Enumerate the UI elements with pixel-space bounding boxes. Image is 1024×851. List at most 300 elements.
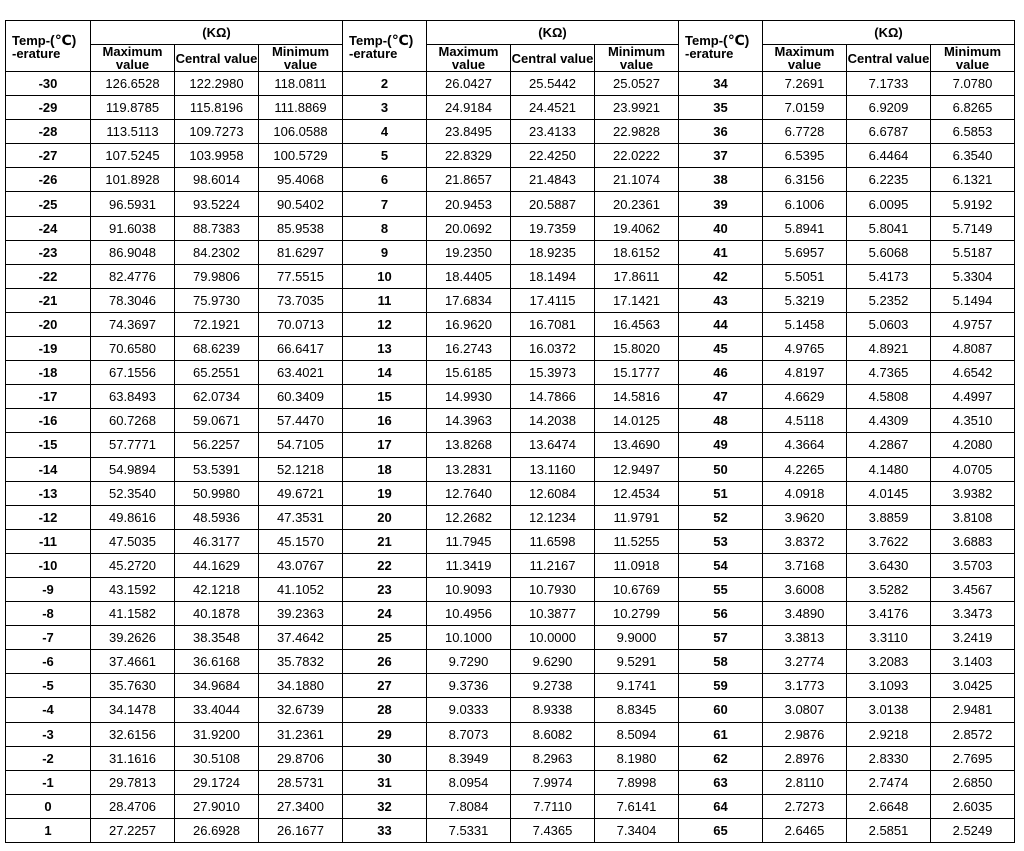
maximum-value-cell: 101.8928 [91, 168, 175, 192]
minimum-value-cell: 28.5731 [259, 770, 343, 794]
central-value-cell: 2.8330 [847, 746, 931, 770]
central-value-cell: 33.4044 [175, 698, 259, 722]
temperature-cell: -26 [6, 168, 91, 192]
maximum-value-cell: 4.8197 [763, 361, 847, 385]
temperature-cell: 64 [679, 794, 763, 818]
minimum-value-cell: 45.1570 [259, 529, 343, 553]
maximum-value-cell: 3.4890 [763, 602, 847, 626]
central-value-header: Central value [175, 45, 259, 72]
central-value-cell: 42.1218 [175, 577, 259, 601]
minimum-value-cell: 2.9481 [931, 698, 1015, 722]
maximum-value-cell: 91.6038 [91, 216, 175, 240]
central-value-cell: 6.2235 [847, 168, 931, 192]
central-value-cell: 8.9338 [511, 698, 595, 722]
minimum-value-cell: 13.4690 [595, 433, 679, 457]
central-value-cell: 31.9200 [175, 722, 259, 746]
temperature-cell: 57 [679, 626, 763, 650]
minimum-value-cell: 11.9791 [595, 505, 679, 529]
temperature-cell: 41 [679, 240, 763, 264]
central-value-cell: 3.0138 [847, 698, 931, 722]
temperature-cell: -15 [6, 433, 91, 457]
minimum-value-cell: 9.9000 [595, 626, 679, 650]
maximum-value-cell: 7.2691 [763, 72, 847, 96]
temperature-cell: 8 [343, 216, 427, 240]
table-row [6, 72, 1015, 96]
maximum-value-cell: 18.4405 [427, 264, 511, 288]
central-value-cell: 3.4176 [847, 602, 931, 626]
central-value-cell: 27.9010 [175, 794, 259, 818]
table-row [6, 626, 1015, 650]
maximum-value-cell: 45.2720 [91, 553, 175, 577]
temperature-cell: 52 [679, 505, 763, 529]
minimum-value-cell: 49.6721 [259, 481, 343, 505]
minimum-value-cell: 70.0713 [259, 312, 343, 336]
central-value-cell: 20.5887 [511, 192, 595, 216]
central-value-cell: 10.3877 [511, 602, 595, 626]
maximum-value-cell: 113.5113 [91, 120, 175, 144]
temperature-cell: 24 [343, 602, 427, 626]
minimum-value-cell: 6.1321 [931, 168, 1015, 192]
maximum-value-cell: 3.8372 [763, 529, 847, 553]
maximum-value-cell: 7.5331 [427, 818, 511, 842]
temperature-cell: 9 [343, 240, 427, 264]
minimum-value-cell: 41.1052 [259, 577, 343, 601]
maximum-value-cell: 5.5051 [763, 264, 847, 288]
temperature-cell: -21 [6, 288, 91, 312]
central-value-cell: 48.5936 [175, 505, 259, 529]
minimum-value-cell: 2.6850 [931, 770, 1015, 794]
table-row [6, 144, 1015, 168]
minimum-value-cell: 26.1677 [259, 818, 343, 842]
maximum-value-cell: 31.1616 [91, 746, 175, 770]
minimum-value-cell: 85.9538 [259, 216, 343, 240]
central-value-cell: 10.7930 [511, 577, 595, 601]
maximum-value-cell: 4.6629 [763, 385, 847, 409]
minimum-value-cell: 5.1494 [931, 288, 1015, 312]
maximum-value-cell: 9.3736 [427, 674, 511, 698]
temperature-cell: -10 [6, 553, 91, 577]
temperature-cell: 65 [679, 818, 763, 842]
temperature-cell: -17 [6, 385, 91, 409]
central-value-cell: 109.7273 [175, 120, 259, 144]
temperature-cell: 2 [343, 72, 427, 96]
maximum-value-cell: 32.6156 [91, 722, 175, 746]
central-value-cell: 10.0000 [511, 626, 595, 650]
minimum-value-cell: 14.5816 [595, 385, 679, 409]
temperature-cell: 35 [679, 96, 763, 120]
temperature-cell: -27 [6, 144, 91, 168]
minimum-value-cell: 11.0918 [595, 553, 679, 577]
table-row [6, 96, 1015, 120]
central-value-cell: 56.2257 [175, 433, 259, 457]
table-row [6, 120, 1015, 144]
maximum-value-cell: 23.8495 [427, 120, 511, 144]
minimum-value-cell: 32.6739 [259, 698, 343, 722]
resistance-temperature-table [5, 20, 1015, 843]
minimum-value-cell: 2.6035 [931, 794, 1015, 818]
maximum-value-cell: 63.8493 [91, 385, 175, 409]
minimum-value-cell: 10.2799 [595, 602, 679, 626]
maximum-value-cell: 54.9894 [91, 457, 175, 481]
maximum-value-cell: 9.0333 [427, 698, 511, 722]
central-value-cell: 88.7383 [175, 216, 259, 240]
central-value-cell: 84.2302 [175, 240, 259, 264]
maximum-value-cell: 78.3046 [91, 288, 175, 312]
maximum-value-cell: 29.7813 [91, 770, 175, 794]
central-value-cell: 6.9209 [847, 96, 931, 120]
temperature-cell: 13 [343, 337, 427, 361]
temperature-cell: 31 [343, 770, 427, 794]
minimum-value-cell: 106.0588 [259, 120, 343, 144]
central-value-cell: 115.8196 [175, 96, 259, 120]
minimum-value-cell: 7.0780 [931, 72, 1015, 96]
maximum-value-cell: 8.7073 [427, 722, 511, 746]
minimum-value-cell: 77.5515 [259, 264, 343, 288]
central-value-cell: 16.7081 [511, 312, 595, 336]
central-value-cell: 17.4115 [511, 288, 595, 312]
central-value-cell: 103.9958 [175, 144, 259, 168]
minimum-value-cell: 111.8869 [259, 96, 343, 120]
central-value-cell: 9.2738 [511, 674, 595, 698]
maximum-value-cell: 16.2743 [427, 337, 511, 361]
temperature-cell: 40 [679, 216, 763, 240]
table-row [6, 385, 1015, 409]
central-value-cell: 6.0095 [847, 192, 931, 216]
maximum-value-cell: 3.3813 [763, 626, 847, 650]
minimum-value-cell: 18.6152 [595, 240, 679, 264]
temperature-cell: 34 [679, 72, 763, 96]
temperature-cell: 0 [6, 794, 91, 818]
temperature-cell: -11 [6, 529, 91, 553]
temperature-cell: -29 [6, 96, 91, 120]
temperature-cell: 20 [343, 505, 427, 529]
temperature-cell: 33 [343, 818, 427, 842]
maximum-value-cell: 57.7771 [91, 433, 175, 457]
central-value-cell: 30.5108 [175, 746, 259, 770]
minimum-value-cell: 37.4642 [259, 626, 343, 650]
central-value-cell: 5.2352 [847, 288, 931, 312]
central-value-cell: 3.3110 [847, 626, 931, 650]
central-value-cell: 79.9806 [175, 264, 259, 288]
temperature-cell: 14 [343, 361, 427, 385]
maximum-value-cell: 70.6580 [91, 337, 175, 361]
temperature-cell: -19 [6, 337, 91, 361]
temperature-cell: 6 [343, 168, 427, 192]
resistance-unit-header-group-1: (KΩ) [91, 21, 343, 45]
maximum-value-cell: 13.8268 [427, 433, 511, 457]
maximum-value-cell: 4.0918 [763, 481, 847, 505]
temperature-cell: 37 [679, 144, 763, 168]
central-value-cell: 4.1480 [847, 457, 931, 481]
temperature-cell: -23 [6, 240, 91, 264]
central-value-cell: 21.4843 [511, 168, 595, 192]
central-value-cell: 5.0603 [847, 312, 931, 336]
maximum-value-cell: 41.1582 [91, 602, 175, 626]
temperature-cell: -22 [6, 264, 91, 288]
central-value-cell: 46.3177 [175, 529, 259, 553]
temperature-cell: 50 [679, 457, 763, 481]
minimum-value-cell: 29.8706 [259, 746, 343, 770]
minimum-value-header: Minimum value [931, 45, 1015, 72]
central-value-cell: 4.2867 [847, 433, 931, 457]
temperature-cell: -9 [6, 577, 91, 601]
minimum-value-cell: 10.6769 [595, 577, 679, 601]
maximum-value-cell: 2.6465 [763, 818, 847, 842]
minimum-value-cell: 25.0527 [595, 72, 679, 96]
central-value-cell: 9.6290 [511, 650, 595, 674]
central-value-cell: 40.1878 [175, 602, 259, 626]
minimum-value-cell: 7.3404 [595, 818, 679, 842]
temperature-cell: 29 [343, 722, 427, 746]
maximum-value-cell: 6.5395 [763, 144, 847, 168]
minimum-value-cell: 3.0425 [931, 674, 1015, 698]
maximum-value-cell: 6.1006 [763, 192, 847, 216]
temperature-cell: 25 [343, 626, 427, 650]
central-value-cell: 25.5442 [511, 72, 595, 96]
temperature-cell: 19 [343, 481, 427, 505]
temperature-cell: 1 [6, 818, 91, 842]
temperature-header-line2: -erature [349, 45, 398, 61]
minimum-value-cell: 34.1880 [259, 674, 343, 698]
temperature-cell: -16 [6, 409, 91, 433]
temperature-cell: 28 [343, 698, 427, 722]
central-value-cell: 3.6430 [847, 553, 931, 577]
maximum-value-cell: 119.8785 [91, 96, 175, 120]
minimum-value-cell: 27.3400 [259, 794, 343, 818]
temperature-header-line2: -erature [12, 45, 61, 61]
temperature-cell: -12 [6, 505, 91, 529]
central-value-cell: 19.7359 [511, 216, 595, 240]
maximum-value-cell: 11.7945 [427, 529, 511, 553]
temperature-cell: -14 [6, 457, 91, 481]
minimum-value-cell: 3.8108 [931, 505, 1015, 529]
temperature-cell: 51 [679, 481, 763, 505]
temperature-cell: 62 [679, 746, 763, 770]
table-row [6, 433, 1015, 457]
maximum-value-cell: 12.7640 [427, 481, 511, 505]
minimum-value-cell: 60.3409 [259, 385, 343, 409]
maximum-value-cell: 74.3697 [91, 312, 175, 336]
maximum-value-cell: 47.5035 [91, 529, 175, 553]
minimum-value-header: Minimum value [595, 45, 679, 72]
minimum-value-cell: 15.8020 [595, 337, 679, 361]
minimum-value-cell: 2.7695 [931, 746, 1015, 770]
maximum-value-cell: 4.3664 [763, 433, 847, 457]
minimum-value-cell: 23.9921 [595, 96, 679, 120]
minimum-value-cell: 2.5249 [931, 818, 1015, 842]
temperature-cell: 26 [343, 650, 427, 674]
central-value-cell: 68.6239 [175, 337, 259, 361]
maximum-value-cell: 67.1556 [91, 361, 175, 385]
maximum-value-cell: 4.2265 [763, 457, 847, 481]
table-row [6, 457, 1015, 481]
central-value-cell: 15.3973 [511, 361, 595, 385]
minimum-value-cell: 95.4068 [259, 168, 343, 192]
maximum-value-cell: 27.2257 [91, 818, 175, 842]
temperature-cell: 11 [343, 288, 427, 312]
minimum-value-cell: 14.0125 [595, 409, 679, 433]
minimum-value-cell: 100.5729 [259, 144, 343, 168]
central-value-cell: 62.0734 [175, 385, 259, 409]
minimum-value-cell: 3.5703 [931, 553, 1015, 577]
maximum-value-cell: 2.8976 [763, 746, 847, 770]
temperature-cell: 56 [679, 602, 763, 626]
minimum-value-header: Minimum value [259, 45, 343, 72]
maximum-value-cell: 13.2831 [427, 457, 511, 481]
central-value-cell: 13.1160 [511, 457, 595, 481]
temperature-cell: 22 [343, 553, 427, 577]
temperature-cell: 58 [679, 650, 763, 674]
maximum-value-cell: 17.6834 [427, 288, 511, 312]
header-row-1 [6, 21, 1015, 45]
central-value-cell: 36.6168 [175, 650, 259, 674]
central-value-cell: 13.6474 [511, 433, 595, 457]
header-row-2 [6, 45, 1015, 72]
maximum-value-cell: 20.9453 [427, 192, 511, 216]
maximum-value-cell: 3.9620 [763, 505, 847, 529]
table-row [6, 168, 1015, 192]
central-value-cell: 16.0372 [511, 337, 595, 361]
table-row [6, 602, 1015, 626]
resistance-unit-header-group-2: (KΩ) [427, 21, 679, 45]
temperature-unit: (℃) [50, 31, 77, 48]
table-row [6, 794, 1015, 818]
central-value-cell: 5.6068 [847, 240, 931, 264]
maximum-value-cell: 126.6528 [91, 72, 175, 96]
maximum-value-cell: 9.7290 [427, 650, 511, 674]
minimum-value-cell: 17.1421 [595, 288, 679, 312]
central-value-cell: 2.9218 [847, 722, 931, 746]
temperature-cell: -28 [6, 120, 91, 144]
minimum-value-cell: 118.0811 [259, 72, 343, 96]
maximum-value-cell: 34.1478 [91, 698, 175, 722]
central-value-cell: 12.1234 [511, 505, 595, 529]
temperature-cell: -2 [6, 746, 91, 770]
central-value-cell: 7.1733 [847, 72, 931, 96]
temperature-header-group-3 [679, 21, 763, 72]
maximum-value-cell: 3.6008 [763, 577, 847, 601]
minimum-value-cell: 73.7035 [259, 288, 343, 312]
temperature-cell: -24 [6, 216, 91, 240]
minimum-value-cell: 31.2361 [259, 722, 343, 746]
maximum-value-cell: 8.3949 [427, 746, 511, 770]
table-row [6, 553, 1015, 577]
maximum-value-header: Maximum value [91, 45, 175, 72]
table-row [6, 216, 1015, 240]
temperature-cell: 59 [679, 674, 763, 698]
minimum-value-cell: 16.4563 [595, 312, 679, 336]
minimum-value-cell: 4.4997 [931, 385, 1015, 409]
minimum-value-cell: 4.9757 [931, 312, 1015, 336]
maximum-value-cell: 7.0159 [763, 96, 847, 120]
maximum-value-cell: 5.6957 [763, 240, 847, 264]
temperature-unit: (℃) [723, 31, 750, 48]
temperature-cell: 39 [679, 192, 763, 216]
minimum-value-cell: 3.2419 [931, 626, 1015, 650]
minimum-value-cell: 21.1074 [595, 168, 679, 192]
temperature-cell: 49 [679, 433, 763, 457]
central-value-cell: 4.4309 [847, 409, 931, 433]
maximum-value-cell: 3.7168 [763, 553, 847, 577]
minimum-value-cell: 3.6883 [931, 529, 1015, 553]
maximum-value-cell: 52.3540 [91, 481, 175, 505]
minimum-value-cell: 22.9828 [595, 120, 679, 144]
temperature-cell: 54 [679, 553, 763, 577]
central-value-cell: 18.1494 [511, 264, 595, 288]
minimum-value-cell: 43.0767 [259, 553, 343, 577]
table-row [6, 240, 1015, 264]
table-row [6, 288, 1015, 312]
central-value-cell: 6.6787 [847, 120, 931, 144]
minimum-value-cell: 8.5094 [595, 722, 679, 746]
temperature-cell: 30 [343, 746, 427, 770]
temperature-cell: -7 [6, 626, 91, 650]
minimum-value-cell: 3.4567 [931, 577, 1015, 601]
temperature-cell: 55 [679, 577, 763, 601]
central-value-cell: 29.1724 [175, 770, 259, 794]
temperature-header-group-2 [343, 21, 427, 72]
maximum-value-cell: 60.7268 [91, 409, 175, 433]
table-row [6, 674, 1015, 698]
maximum-value-cell: 26.0427 [427, 72, 511, 96]
central-value-cell: 6.4464 [847, 144, 931, 168]
minimum-value-cell: 5.9192 [931, 192, 1015, 216]
central-value-cell: 5.8041 [847, 216, 931, 240]
central-value-cell: 4.5808 [847, 385, 931, 409]
temperature-cell: 4 [343, 120, 427, 144]
temperature-cell: -4 [6, 698, 91, 722]
central-value-cell: 50.9980 [175, 481, 259, 505]
minimum-value-cell: 15.1777 [595, 361, 679, 385]
central-value-cell: 4.7365 [847, 361, 931, 385]
central-value-cell: 26.6928 [175, 818, 259, 842]
maximum-value-cell: 12.2682 [427, 505, 511, 529]
maximum-value-cell: 3.1773 [763, 674, 847, 698]
minimum-value-cell: 4.8087 [931, 337, 1015, 361]
minimum-value-cell: 20.2361 [595, 192, 679, 216]
table-row [6, 722, 1015, 746]
table-row [6, 409, 1015, 433]
central-value-cell: 7.7110 [511, 794, 595, 818]
maximum-value-header: Maximum value [763, 45, 847, 72]
temperature-cell: -5 [6, 674, 91, 698]
minimum-value-cell: 39.2363 [259, 602, 343, 626]
maximum-value-cell: 10.4956 [427, 602, 511, 626]
minimum-value-cell: 35.7832 [259, 650, 343, 674]
minimum-value-cell: 5.5187 [931, 240, 1015, 264]
minimum-value-cell: 8.8345 [595, 698, 679, 722]
central-value-cell: 11.6598 [511, 529, 595, 553]
central-value-cell: 93.5224 [175, 192, 259, 216]
minimum-value-cell: 5.3304 [931, 264, 1015, 288]
table-row [6, 361, 1015, 385]
central-value-header: Central value [511, 45, 595, 72]
minimum-value-cell: 2.8572 [931, 722, 1015, 746]
temperature-cell: 17 [343, 433, 427, 457]
minimum-value-cell: 4.0705 [931, 457, 1015, 481]
maximum-value-cell: 22.8329 [427, 144, 511, 168]
maximum-value-cell: 11.3419 [427, 553, 511, 577]
maximum-value-cell: 19.2350 [427, 240, 511, 264]
central-value-cell: 11.2167 [511, 553, 595, 577]
central-value-cell: 5.4173 [847, 264, 931, 288]
central-value-cell: 8.2963 [511, 746, 595, 770]
central-value-cell: 4.0145 [847, 481, 931, 505]
central-value-cell: 14.2038 [511, 409, 595, 433]
minimum-value-cell: 4.6542 [931, 361, 1015, 385]
maximum-value-cell: 4.9765 [763, 337, 847, 361]
maximum-value-cell: 21.8657 [427, 168, 511, 192]
